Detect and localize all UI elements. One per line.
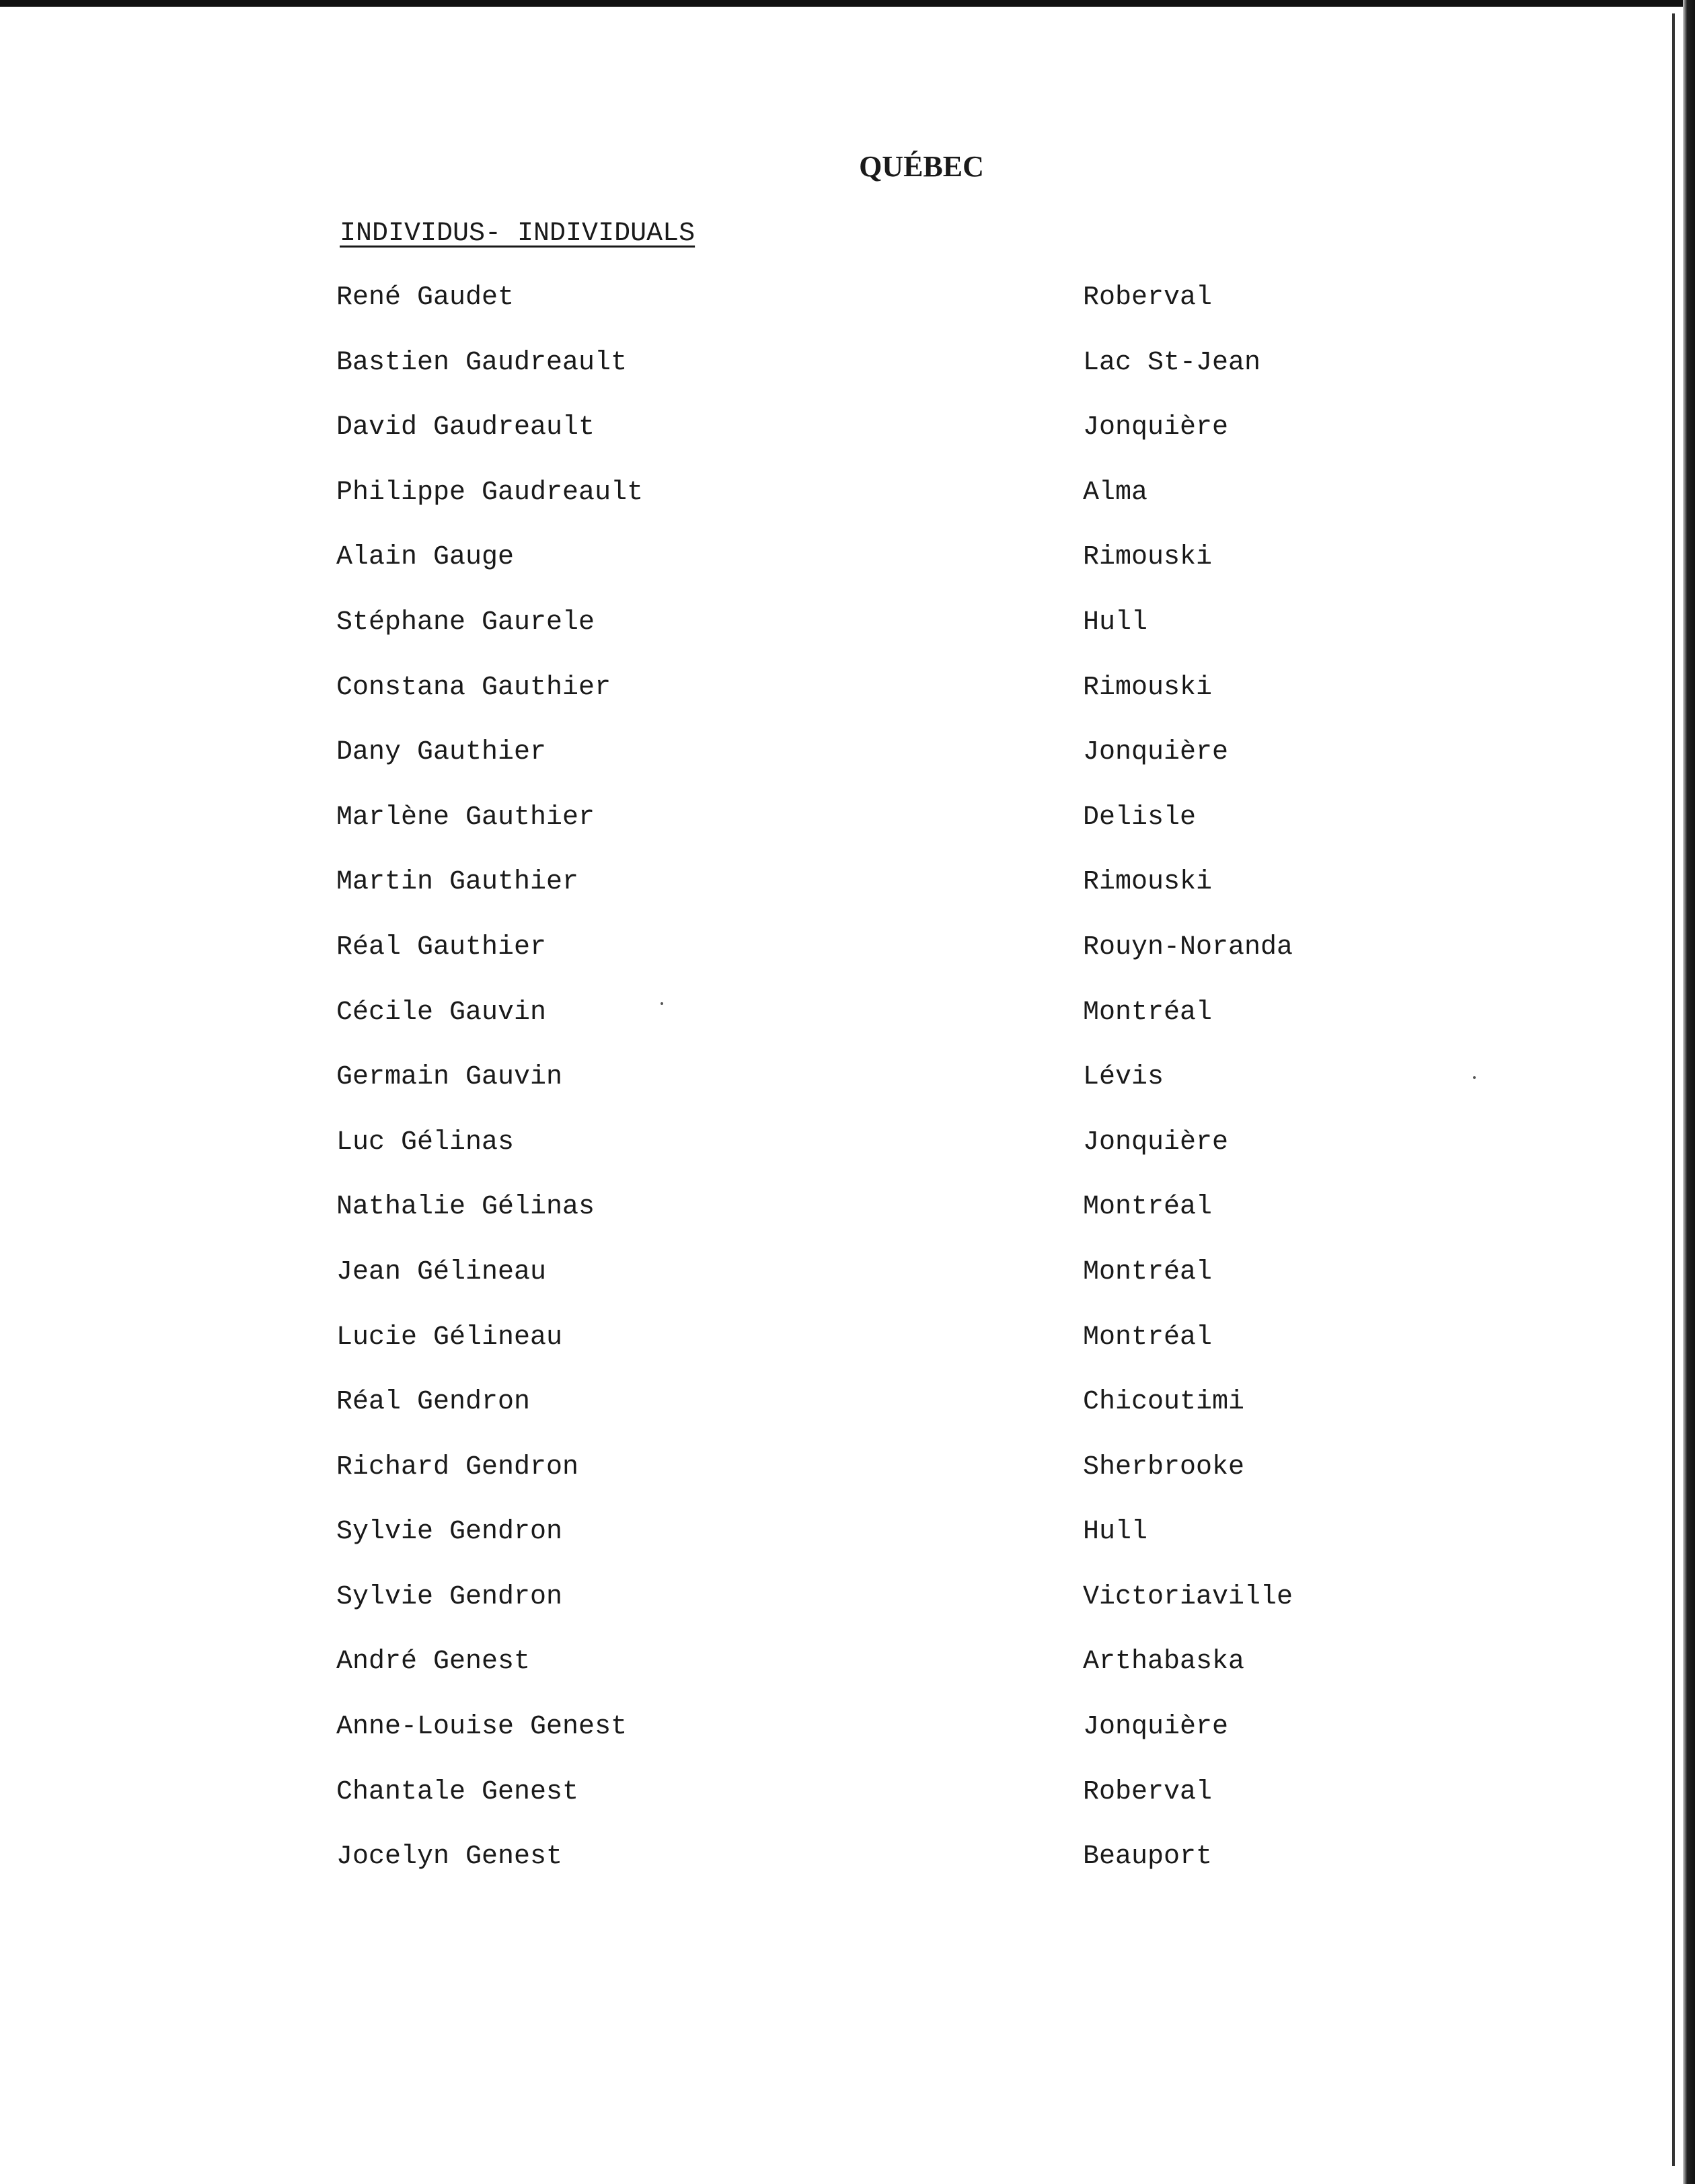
person-city: Beauport bbox=[1083, 1842, 1213, 1873]
person-city: Rimouski bbox=[1083, 867, 1213, 898]
page-top-border bbox=[0, 0, 1695, 7]
list-item bbox=[336, 1517, 1614, 1582]
person-name: Luc Gélinas bbox=[336, 1127, 515, 1158]
person-city: Montréal bbox=[1083, 1322, 1213, 1353]
person-city: Jonquière bbox=[1083, 1127, 1229, 1158]
page-right-shadow-line bbox=[1672, 13, 1675, 2166]
person-name: Jean Gélineau bbox=[336, 1256, 547, 1287]
list-item bbox=[336, 283, 1614, 348]
list-item bbox=[336, 1452, 1614, 1517]
page-right-border bbox=[1683, 0, 1695, 2184]
person-name: Dany Gauthier bbox=[336, 737, 547, 768]
list-item bbox=[336, 1192, 1614, 1257]
list-item bbox=[336, 1062, 1614, 1127]
person-city: Hull bbox=[1083, 607, 1148, 638]
person-city: Montréal bbox=[1083, 1256, 1213, 1287]
list-item bbox=[336, 1257, 1614, 1322]
person-name: Réal Gendron bbox=[336, 1387, 531, 1418]
list-item bbox=[336, 932, 1614, 997]
person-name: René Gaudet bbox=[336, 283, 515, 313]
person-name: Bastien Gaudreault bbox=[336, 347, 628, 378]
person-name: Nathalie Gélinas bbox=[336, 1192, 595, 1223]
scan-speck bbox=[661, 1002, 663, 1005]
list-item bbox=[336, 607, 1614, 673]
list-item bbox=[336, 412, 1614, 478]
individuals-list bbox=[336, 283, 1614, 1907]
person-city: Roberval bbox=[1083, 283, 1213, 313]
person-city: Delisle bbox=[1083, 802, 1197, 833]
person-name: Marlène Gauthier bbox=[336, 802, 595, 833]
list-item bbox=[336, 1842, 1614, 1907]
list-item bbox=[336, 1387, 1614, 1452]
person-name: André Genest bbox=[336, 1647, 531, 1678]
person-name: Réal Gauthier bbox=[336, 932, 547, 963]
person-city: Rimouski bbox=[1083, 672, 1213, 703]
person-city: Alma bbox=[1083, 477, 1148, 508]
person-name: Germain Gauvin bbox=[336, 1062, 563, 1093]
person-city: Montréal bbox=[1083, 997, 1213, 1028]
list-item bbox=[336, 1777, 1614, 1842]
person-city: Montréal bbox=[1083, 1192, 1213, 1223]
person-name: Alain Gauge bbox=[336, 542, 515, 573]
list-item bbox=[336, 673, 1614, 738]
person-city: Sherbrooke bbox=[1083, 1452, 1245, 1482]
list-item bbox=[336, 1712, 1614, 1777]
scan-speck bbox=[1473, 1076, 1476, 1079]
list-item bbox=[336, 1582, 1614, 1647]
list-item bbox=[336, 542, 1614, 607]
person-name: Sylvie Gendron bbox=[336, 1517, 563, 1548]
list-item bbox=[336, 867, 1614, 932]
person-city: Jonquière bbox=[1083, 412, 1229, 443]
person-city: Lévis bbox=[1083, 1062, 1164, 1093]
list-item bbox=[336, 478, 1614, 543]
person-city: Lac St-Jean bbox=[1083, 347, 1261, 378]
page-title: QUÉBEC bbox=[859, 150, 984, 183]
person-city: Jonquière bbox=[1083, 1712, 1229, 1743]
section-heading: INDIVIDUS- INDIVIDUALS bbox=[340, 219, 695, 249]
list-item bbox=[336, 1647, 1614, 1712]
list-item bbox=[336, 348, 1614, 413]
person-city: Jonquière bbox=[1083, 737, 1229, 768]
list-item bbox=[336, 997, 1614, 1063]
person-name: Sylvie Gendron bbox=[336, 1581, 563, 1612]
list-item bbox=[336, 1127, 1614, 1193]
person-city: Hull bbox=[1083, 1517, 1148, 1548]
person-city: Arthabaska bbox=[1083, 1647, 1245, 1678]
person-city: Rimouski bbox=[1083, 542, 1213, 573]
person-city: Roberval bbox=[1083, 1776, 1213, 1807]
person-name: David Gaudreault bbox=[336, 412, 595, 443]
list-item bbox=[336, 802, 1614, 868]
person-city: Chicoutimi bbox=[1083, 1387, 1245, 1418]
person-name: Philippe Gaudreault bbox=[336, 477, 644, 508]
list-item bbox=[336, 737, 1614, 802]
person-name: Lucie Gélineau bbox=[336, 1322, 563, 1353]
person-name: Martin Gauthier bbox=[336, 867, 579, 898]
person-name: Anne-Louise Genest bbox=[336, 1712, 628, 1743]
person-name: Stéphane Gaurele bbox=[336, 607, 595, 638]
person-name: Richard Gendron bbox=[336, 1452, 579, 1482]
person-name: Constana Gauthier bbox=[336, 672, 611, 703]
person-city: Victoriaville bbox=[1083, 1581, 1293, 1612]
person-name: Jocelyn Genest bbox=[336, 1842, 563, 1873]
person-city: Rouyn-Noranda bbox=[1083, 932, 1293, 963]
person-name: Chantale Genest bbox=[336, 1776, 579, 1807]
list-item bbox=[336, 1322, 1614, 1388]
person-name: Cécile Gauvin bbox=[336, 997, 547, 1028]
